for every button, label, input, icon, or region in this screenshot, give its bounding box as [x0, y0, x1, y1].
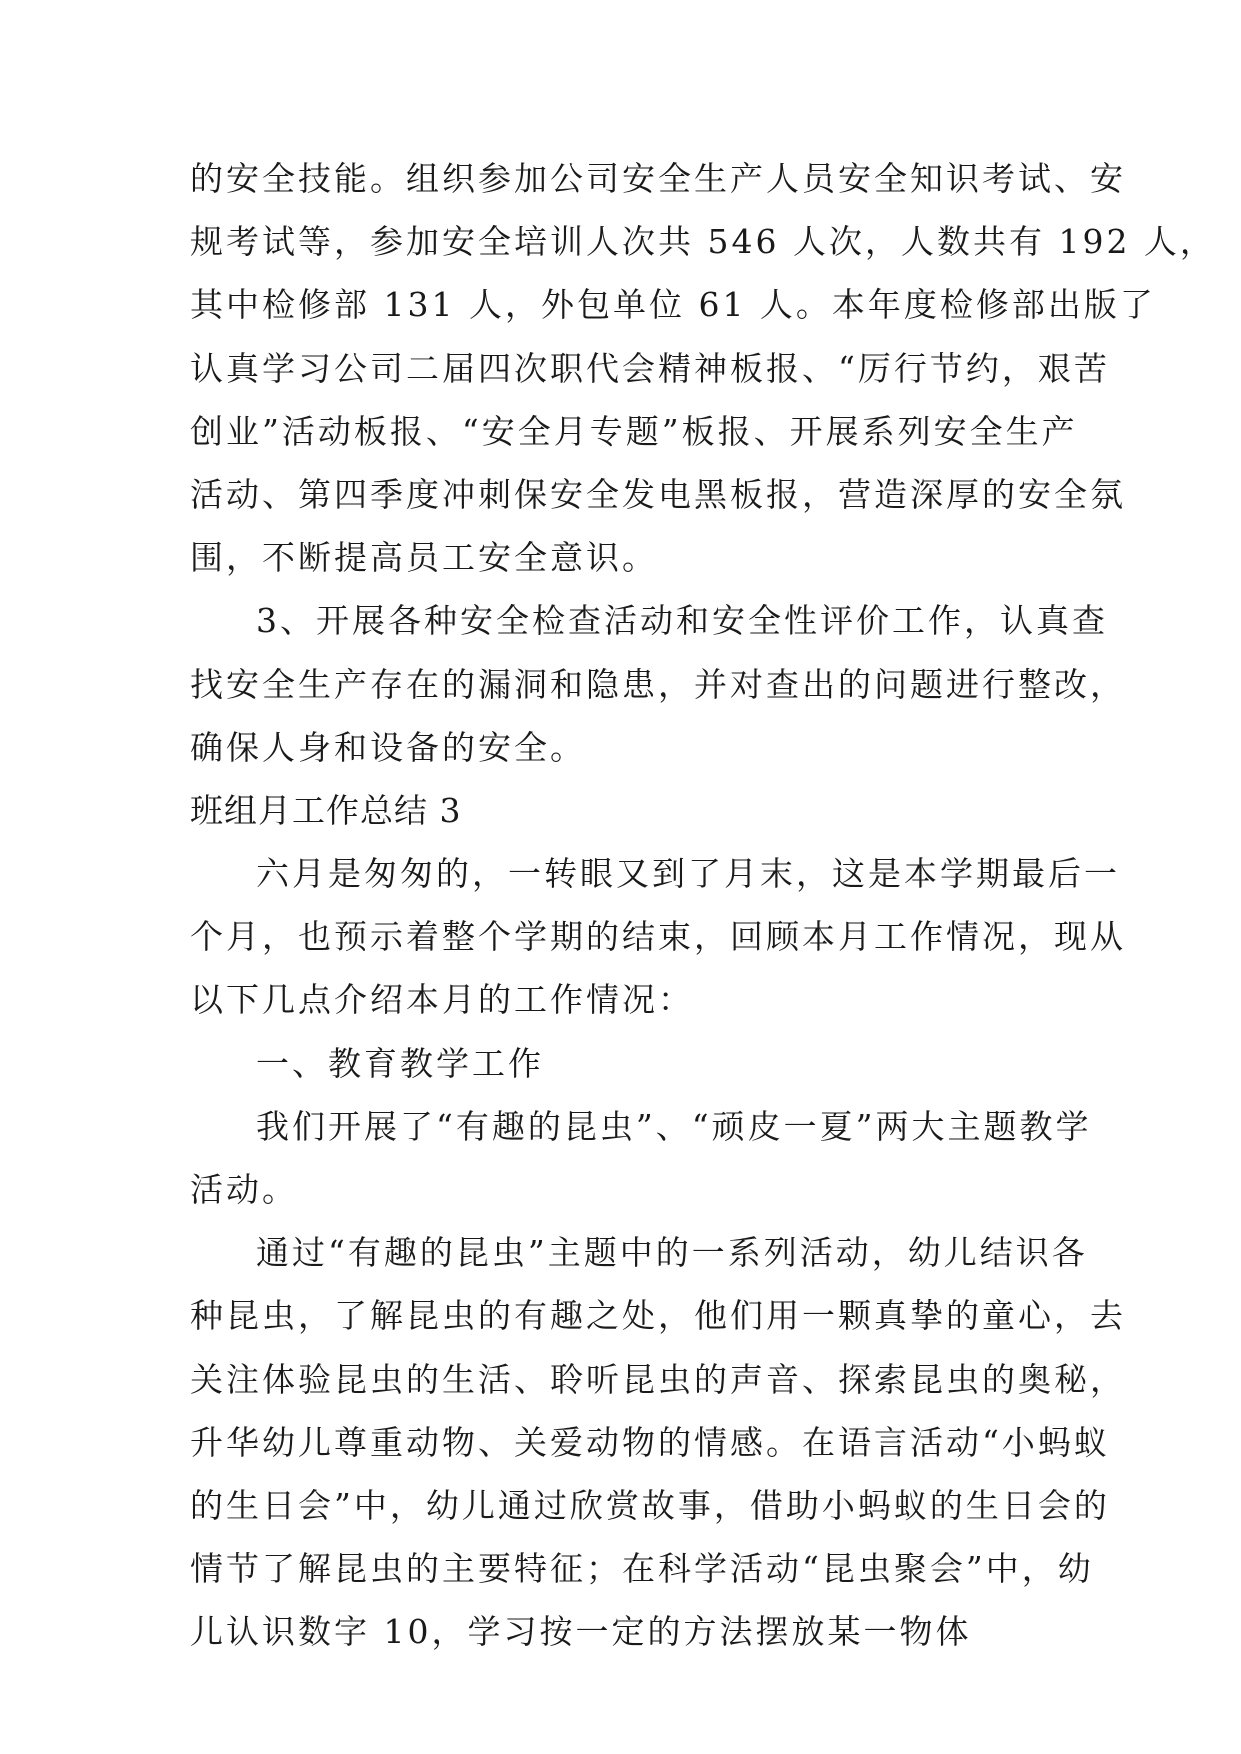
body-line: 个月，也预示着整个学期的结束，回顾本月工作情况，现从 [190, 917, 1126, 957]
document-body [190, 147, 1216, 1664]
body-line: 认真学习公司二届四次职代会精神板报、“厉行节约，艰苦 [190, 348, 1110, 388]
body-line: 规考试等，参加安全培训人次共 546 人次，人数共有 192 人， [190, 222, 1216, 262]
body-line: 我们开展了“有趣的昆虫”、“顽皮一夏”两大主题教学 [256, 1106, 1092, 1146]
body-line: 活动。 [190, 1170, 298, 1209]
body-line: 儿认识数字 10，学习按一定的方法摆放某一物体 [190, 1612, 972, 1652]
body-line: 围，不断提高员工安全意识。 [190, 538, 658, 578]
body-line: 的安全技能。组织参加公司安全生产人员安全知识考试、安 [190, 159, 1126, 198]
body-line: 通过“有趣的昆虫”主题中的一系列活动，幼儿结识各 [256, 1233, 1088, 1273]
body-line: 确保人身和设备的安全。 [190, 727, 586, 767]
body-line: 找安全生产存在的漏洞和隐患，并对查出的问题进行整改， [190, 664, 1126, 704]
body-line: 创业”活动板报、“安全月专题”板报、开展系列安全生产 [190, 411, 1078, 451]
body-line: 的生日会”中，幼儿通过欣赏故事，借助小蚂蚁的生日会的 [190, 1485, 1110, 1525]
subsection-heading: 一、教育教学工作 [256, 1043, 544, 1083]
section-heading: 班组月工作总结 3 [190, 790, 462, 830]
body-line: 六月是匆匆的，一转眼又到了月末，这是本学期最后一 [256, 854, 1120, 894]
body-line: 3、开展各种安全检查活动和安全性评价工作，认真查 [256, 601, 1108, 641]
body-line: 活动、第四季度冲刺保安全发电黑板报，营造深厚的安全氛 [190, 474, 1126, 514]
body-line: 以下几点介绍本月的工作情况： [190, 980, 694, 1020]
body-line: 关注体验昆虫的生活、聆听昆虫的声音、探索昆虫的奥秘， [190, 1359, 1126, 1399]
body-line: 种昆虫，了解昆虫的有趣之处，他们用一颗真挚的童心，去 [190, 1296, 1126, 1336]
body-line: 情节了解昆虫的主要特征；在科学活动“昆虫聚会”中，幼 [190, 1549, 1094, 1589]
body-line: 其中检修部 131 人，外包单位 61 人。本年度检修部出版了 [190, 285, 1156, 325]
body-line: 升华幼儿尊重动物、关爱动物的情感。在语言活动“小蚂蚁 [190, 1422, 1110, 1462]
